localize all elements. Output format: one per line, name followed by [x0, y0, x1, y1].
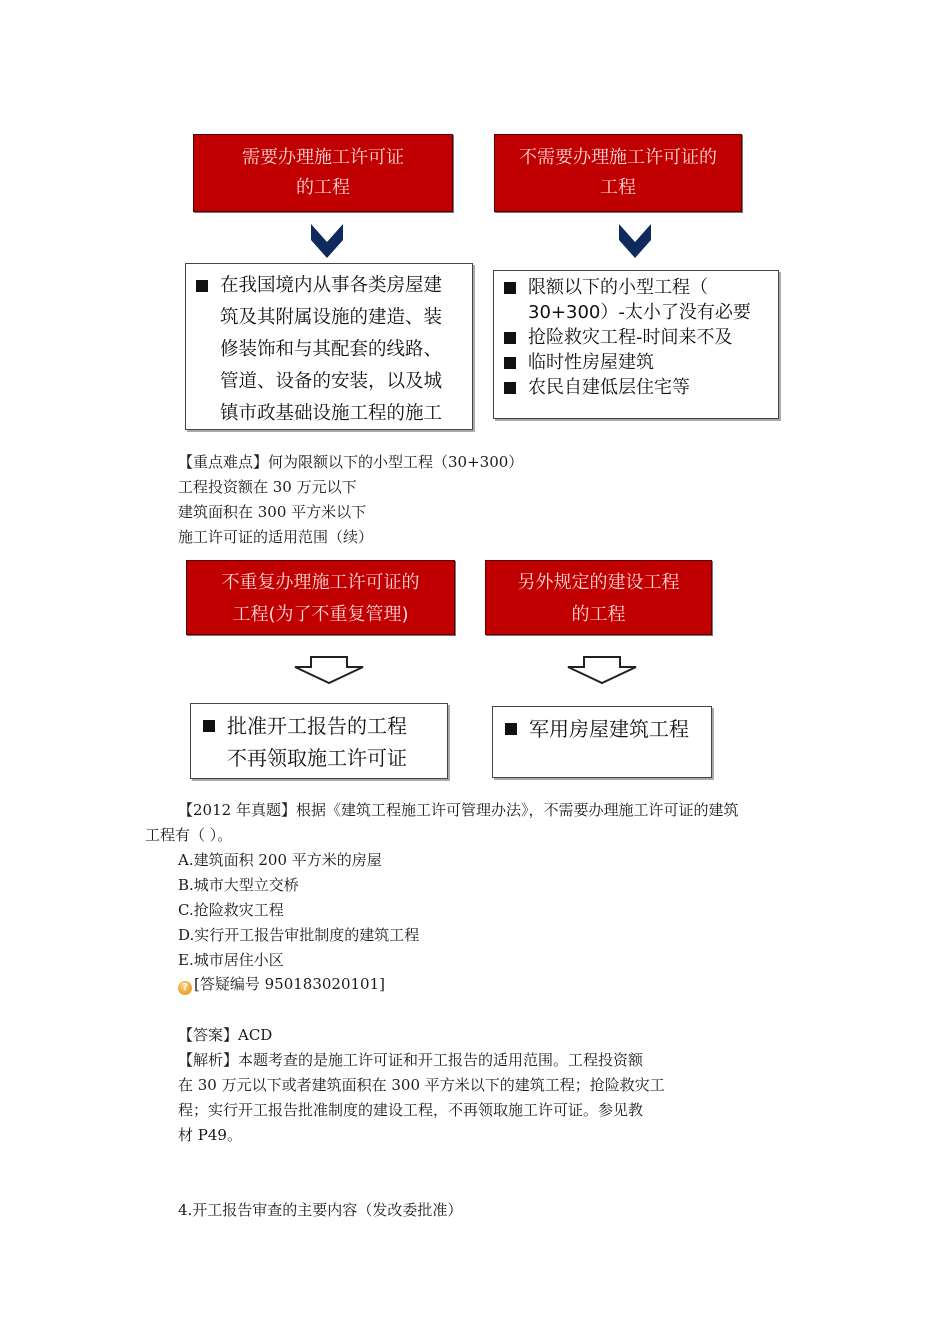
required-permit-header [193, 134, 453, 212]
question-reference[interactable]: ? [答疑编号 950183020101] [178, 974, 385, 995]
list-item: 限额以下的小型工程（ 30+300）-太小了没有必要 [500, 275, 778, 325]
section-heading: 4.开工报告审查的主要内容（发改委批准） [178, 1201, 463, 1219]
header-line: 工程(为了不重复管理) [232, 604, 409, 625]
header-line: 不需要办理施工许可证的 [519, 147, 717, 168]
note-line: 工程投资额在 30 万元以下 [178, 478, 357, 496]
header-line: 另外规定的建设工程 [517, 572, 680, 593]
option-a: A.建筑面积 200 平方米的房屋 [178, 851, 382, 869]
header-line: 工程 [600, 177, 636, 198]
list-item: 临时性房屋建筑 [500, 350, 778, 375]
header-line: 需要办理施工许可证 [242, 147, 404, 168]
chevron-down-icon [618, 222, 652, 260]
option-b: B.城市大型立交桥 [178, 876, 299, 894]
required-permit-scope [185, 263, 473, 430]
option-d: D.实行开工报告审批制度的建筑工程 [178, 926, 420, 944]
bullet-square-icon [196, 280, 208, 292]
header-line: 不重复办理施工许可证的 [221, 572, 420, 593]
list-item: 批准开工报告的工程 不再领取施工许可证 [199, 710, 447, 774]
military-building-box [492, 706, 712, 778]
bullet-square-icon [203, 720, 215, 732]
bullet-square-icon [504, 282, 516, 294]
note-line: 施工许可证的适用范围（续） [178, 528, 374, 546]
bullet-square-icon [504, 382, 516, 394]
question-stem: 【2012 年真题】根据《建筑工程施工许可管理办法》，不需要办理施工许可证的建筑 [178, 801, 739, 819]
down-arrow-icon [293, 655, 365, 685]
option-e: E.城市居住小区 [178, 951, 284, 969]
list-item: 军用房屋建筑工程 [501, 713, 711, 745]
analysis-line: 【解析】本题考查的是施工许可证和开工报告的适用范围。工程投资额 [178, 1051, 644, 1069]
bullet-square-icon [504, 357, 516, 369]
not-required-permit-header [494, 134, 742, 212]
list-item: 在我国境内从事各类房屋建 筑及其附属设施的建造、装 修装饰和与其配套的线路、 管道、设备的安装，以及城 镇市政基础设施工程的施工 [192, 270, 472, 430]
start-report-approved-box [190, 703, 448, 779]
answer: 【答案】ACD [178, 1026, 273, 1044]
no-duplicate-permit-header [186, 560, 455, 635]
bullet-square-icon [505, 723, 517, 735]
list-item: 农民自建低层住宅等 [500, 375, 778, 400]
not-required-permit-list [493, 270, 779, 419]
chevron-down-icon [310, 222, 344, 260]
analysis-line: 在 30 万元以下或者建筑面积在 300 平方米以下的建筑工程；抢险救灾工 [178, 1076, 665, 1094]
note-line: 建筑面积在 300 平方米以下 [178, 503, 367, 521]
down-arrow-icon [566, 655, 638, 685]
question-stem: 工程有（ ）。 [145, 826, 233, 844]
header-line: 的工程 [296, 177, 350, 198]
bullet-square-icon [504, 332, 516, 344]
separately-regulated-header [485, 560, 712, 635]
option-c: C.抢险救灾工程 [178, 901, 284, 919]
key-point-heading: 【重点难点】何为限额以下的小型工程（30+300） [178, 453, 524, 471]
analysis-line: 程；实行开工报告批准制度的建设工程，不再领取施工许可证。参见教 [178, 1101, 644, 1119]
list-item: 抢险救灾工程-时间来不及 [500, 325, 778, 350]
question-mark-icon: ? [178, 981, 192, 995]
analysis-line: 材 P49。 [178, 1126, 242, 1144]
header-line: 的工程 [571, 604, 626, 625]
